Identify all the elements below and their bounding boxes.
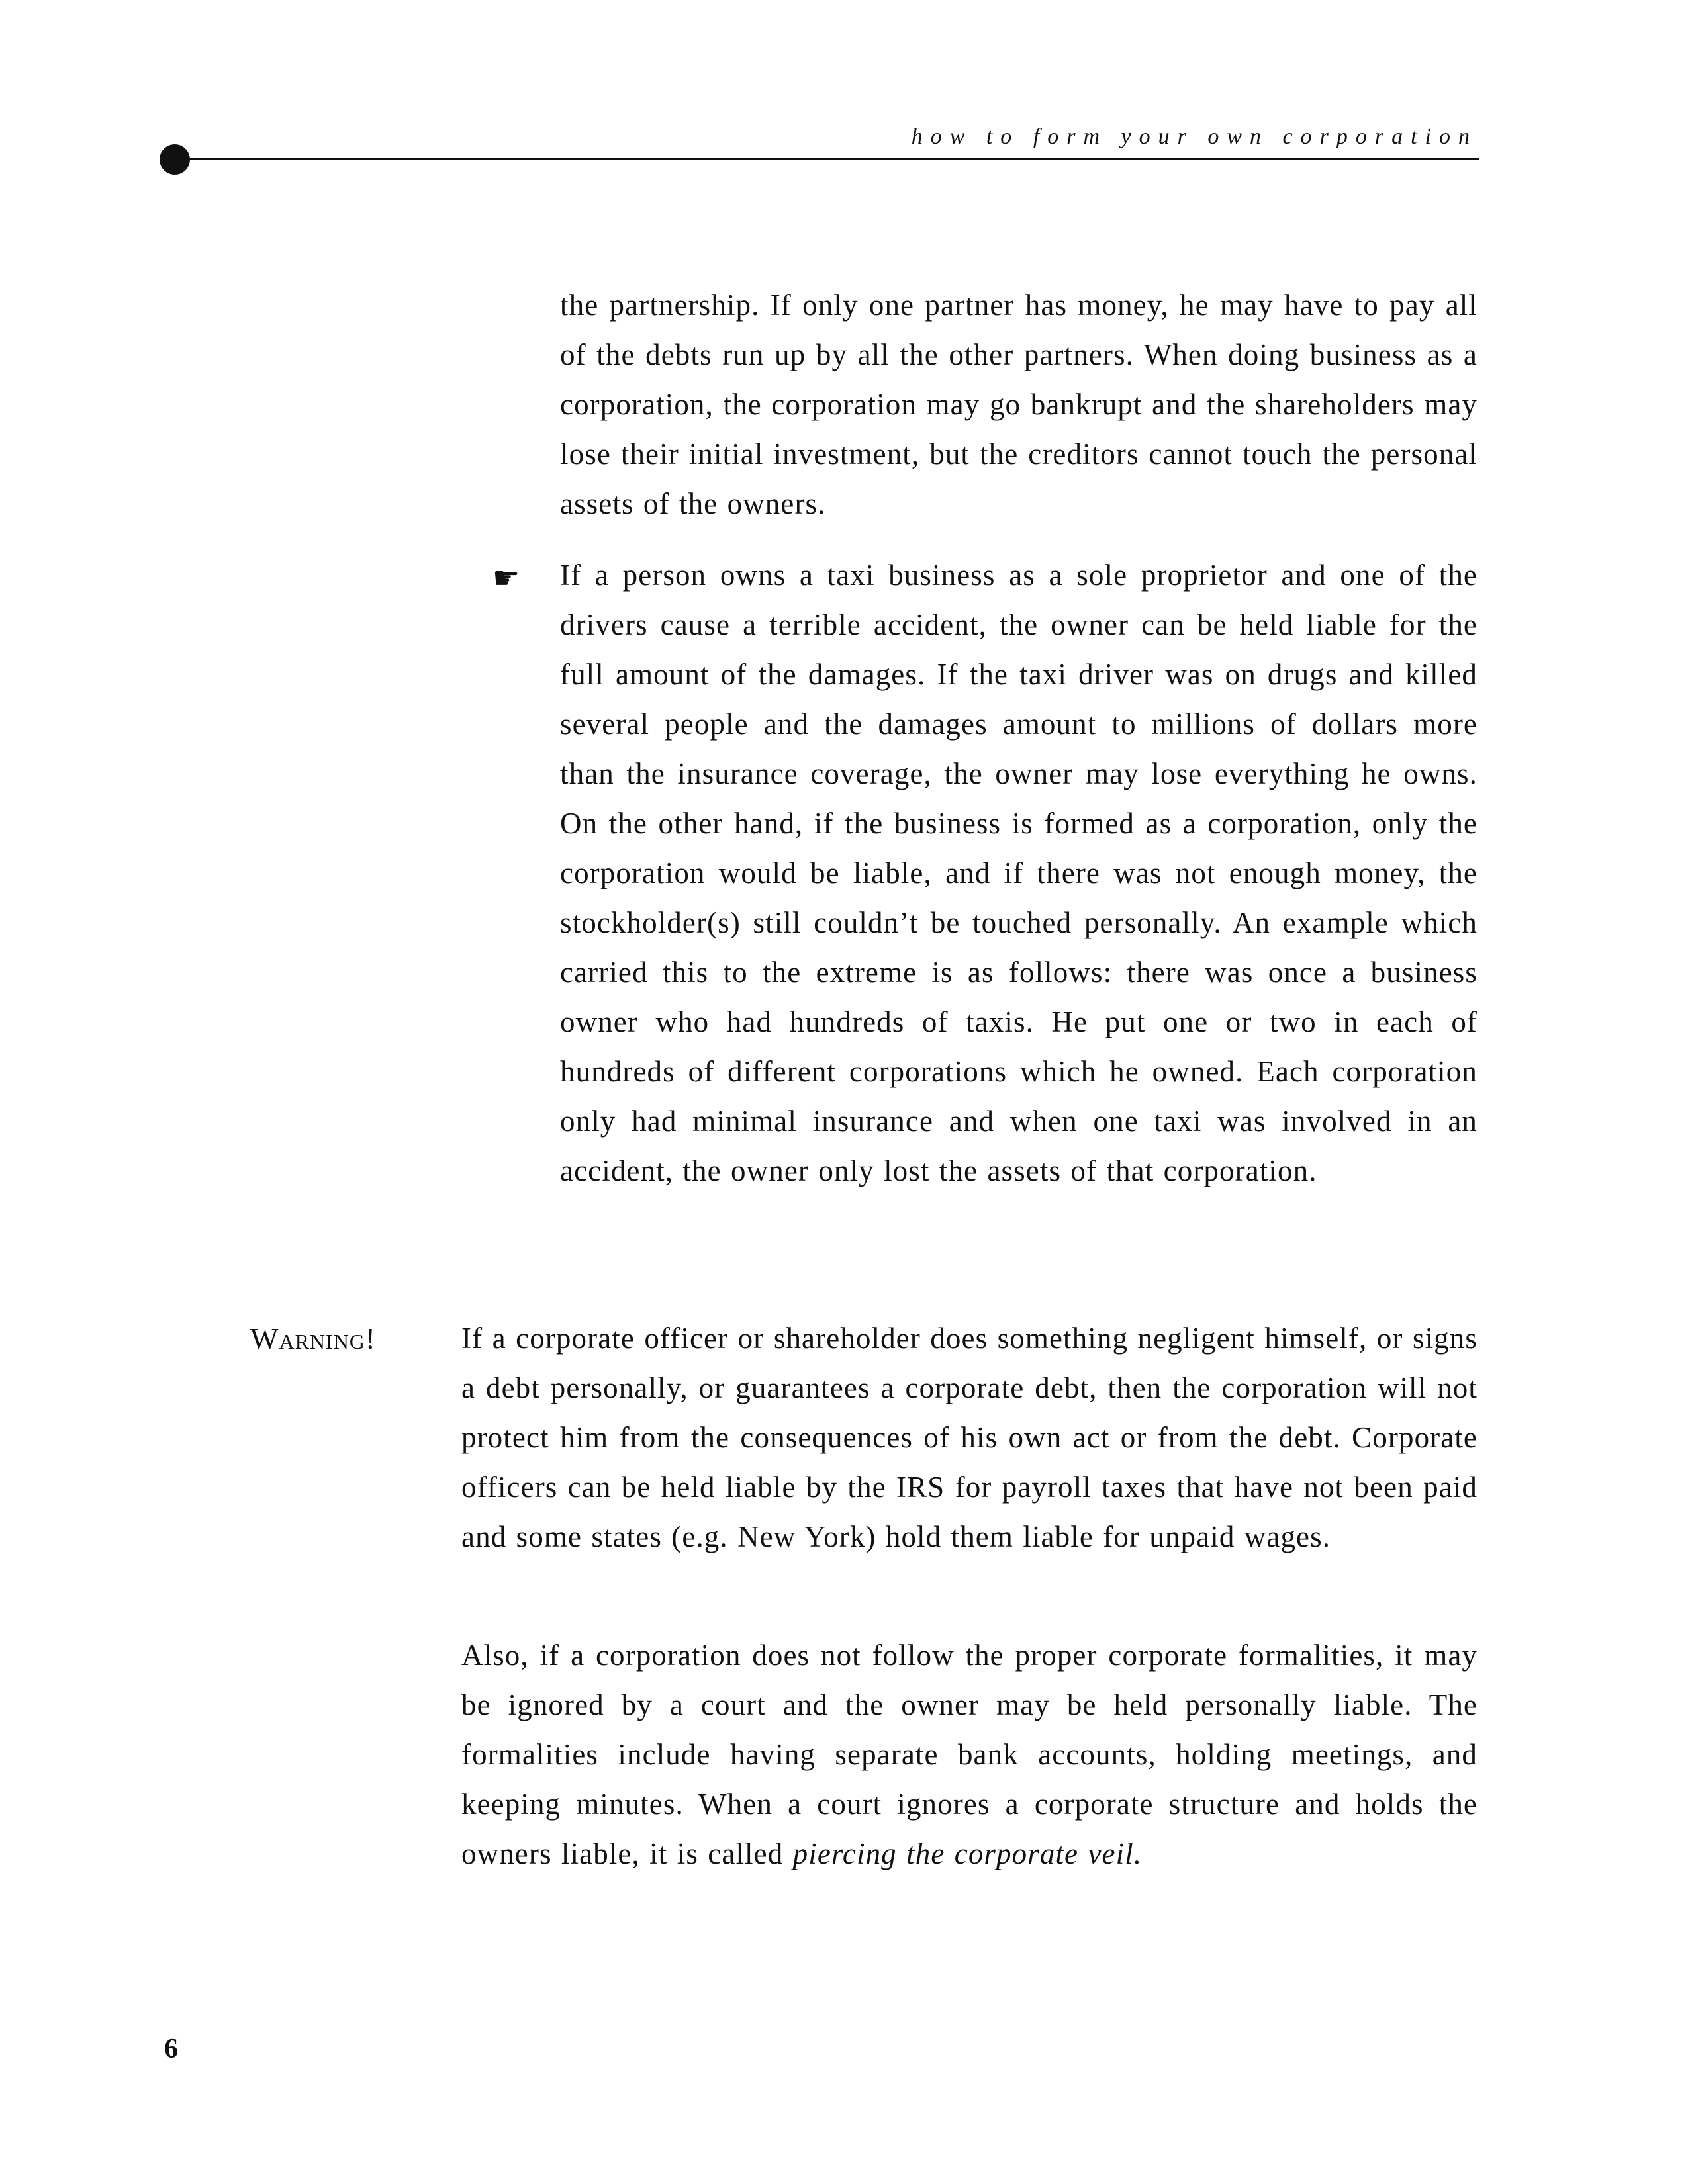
paragraph-taxi-example: If a person owns a taxi business as a sole proprietor and one of the drivers cause a terrible accident, the owner can be held liable for the full amount of the damages. If the taxi driver was on drugs and killed several people and the damages amount to millions of dollars more than the insurance coverage, the owner may lose everything he owns. On the other hand, if the business is formed as a corporation, only the corporation would be liable, and if there was not enough money, the stockholder(s) still couldn’t be touched personally. An example which carried this to the extreme is as follows: there was once a business owner who had hundreds of taxis. He put one or two in each of hundreds of different corporations which he owned. Each corporation only had minimal insurance and when one taxi was involved in an accident, the owner only lost the assets of that corporation. [560,559,1477,1187]
piercing-veil-term: piercing the corporate veil. [792,1837,1143,1870]
paragraph-warning: If a corporate officer or shareholder does something negligent himself, or signs a debt personally, or guarantees a corporate debt, then the corporation will not protect him from the consequences of his own act or from the debt. Corporate officers can be held liable by the IRS for payroll taxes that have not been paid and some states (e.g. New York) hold them liable for unpaid wages. [461,1322,1477,1553]
paragraph-corporate-formalities [461,1631,1477,1879]
paragraph-partnership-continued: the partnership. If only one partner has money, he may have to pay all of the debts run up by all the other partners. When doing business as a corporation, the corporation may go bankrupt and the shareholders may lose their initial investment, but the creditors cannot touch the personal assets of the owners. [560,289,1477,520]
formalities-text: Also, if a corporation does not follow the proper corporate formalities, it may be ignored by a court and the owner may be held personally liable. The formalities include having separate bank accounts, holding meetings, and keeping minutes. When a court ignores a corporate structure and holds the owners liable, it is called [461,1639,1477,1870]
pointing-hand-icon: ☛ [492,560,520,596]
warning-margin-label: Warning! [250,1322,376,1355]
running-head: how to form your own corporation [911,124,1477,149]
page-number: 6 [164,2034,178,2064]
header-rule [173,158,1479,160]
